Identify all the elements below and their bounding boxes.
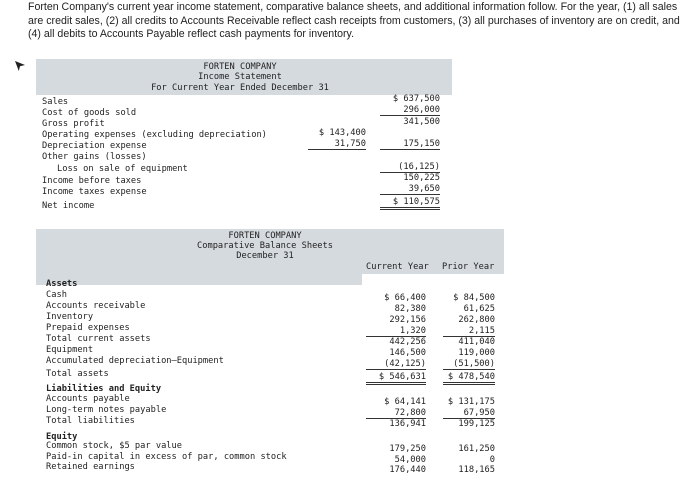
income-period: For Current Year Ended December 31 [151,83,329,93]
balance-row-label: Assets [46,279,78,289]
loss-value: (16,125) [380,162,440,173]
prior-year-value: 161,250 [458,444,495,454]
balance-row-label: Accounts payable [46,394,130,404]
gross-value: 341,500 [403,117,440,127]
current-year-value: 179,250 [389,444,426,454]
balance-row-label: Cash [46,290,67,300]
col-current-year: Current Year [366,262,429,272]
current-year-value: 292,156 [389,315,426,325]
total-expenses-value: 175,150 [380,139,440,150]
balance-row-label: Paid-in capital in excess of par, common stock [46,452,287,462]
opex-label: Operating expenses (excluding depreciation) [42,130,267,140]
current-year-value: 136,941 [389,419,426,429]
current-year-value: $ 64,141 [384,397,426,407]
balance-row-label: Accumulated depreciation—Equipment [46,356,224,366]
balance-row-label: Accounts receivable [46,301,146,311]
balance-row-label: Retained earnings [46,462,135,472]
pretax-label: Income before taxes [42,176,142,186]
pretax-value: 150,225 [403,173,440,183]
balance-row-label: Total current assets [46,334,151,344]
balance-row-label: Inventory [46,312,94,322]
prior-year-value: 118,165 [458,465,495,475]
current-year-value: 442,256 [389,337,426,347]
prior-year-value: $ 84,500 [453,293,495,303]
current-year-value: 82,380 [394,304,426,314]
tax-label: Income taxes expense [42,187,147,197]
balance-company: FORTEN COMPANY [228,231,302,241]
current-year-value: $ 546,631 [366,372,426,385]
col-prior-year: Prior Year [442,262,495,272]
balance-row-label: Equity [46,432,78,442]
dep-label: Depreciation expense [42,141,147,151]
prior-year-value: $ 478,540 [443,372,495,385]
cogs-label: Cost of goods sold [42,108,137,118]
current-year-value: $ 66,400 [384,293,426,303]
current-year-value: 176,440 [389,465,426,475]
prior-year-value: $ 131,175 [447,397,495,407]
tax-value: 39,650 [380,184,440,195]
gross-label: Gross profit [42,119,105,129]
current-year-value: 146,500 [389,348,426,358]
current-year-value: 54,000 [394,455,426,465]
prior-year-value: 199,125 [458,419,495,429]
problem-intro: Forten Company's current year income statement, comparative balance sheets, and additional information follow. For the year, (1) all sales are credit sales, (2) all credits to Accounts Receivable reflect cash receipts from customers, (3) all purchases of inventory are on credit, and (4) all debits to Accounts Payable reflect cash payments for inventory. [28,1,680,40]
net-label: Net income [42,201,95,211]
balance-title: Comparative Balance Sheets [197,241,333,251]
prior-year-value: (51,500) [443,359,495,370]
prior-year-value: 411,040 [458,337,495,347]
prior-year-value: 0 [489,455,495,465]
balance-row-label: Equipment [46,345,94,355]
dep-value: 31,750 [308,139,366,150]
sales-value: $ 637,500 [392,94,440,104]
prior-year-value: 2,115 [443,326,495,337]
income-company: FORTEN COMPANY [203,62,277,72]
prior-year-value: 67,950 [443,408,495,419]
other-label: Other gains (losses) [42,152,147,162]
balance-row-label: Liabilities and Equity [46,384,162,394]
balance-date: December 31 [236,251,294,261]
net-value: $ 110,575 [380,197,440,210]
balance-row-label: Long-term notes payable [46,405,167,415]
balance-row-label: Prepaid expenses [46,323,130,333]
prior-year-value: 61,625 [463,304,495,314]
cursor-arrow-icon [14,60,26,72]
income-title: Income Statement [198,72,282,82]
current-year-value: (42,125) [366,359,426,370]
opex-value: $ 143,400 [318,128,366,138]
loss-label: Loss on sale of equipment [57,164,188,174]
sales-label: Sales [42,97,69,107]
balance-row-label: Total liabilities [46,416,135,426]
balance-row-label: Common stock, $5 par value [46,441,182,451]
current-year-value: 1,320 [366,326,426,337]
prior-year-value: 262,800 [458,315,495,325]
cogs-value: 296,000 [380,105,440,116]
balance-row-label: Total assets [46,369,109,379]
current-year-value: 72,800 [366,408,426,419]
prior-year-value: 119,000 [458,348,495,358]
